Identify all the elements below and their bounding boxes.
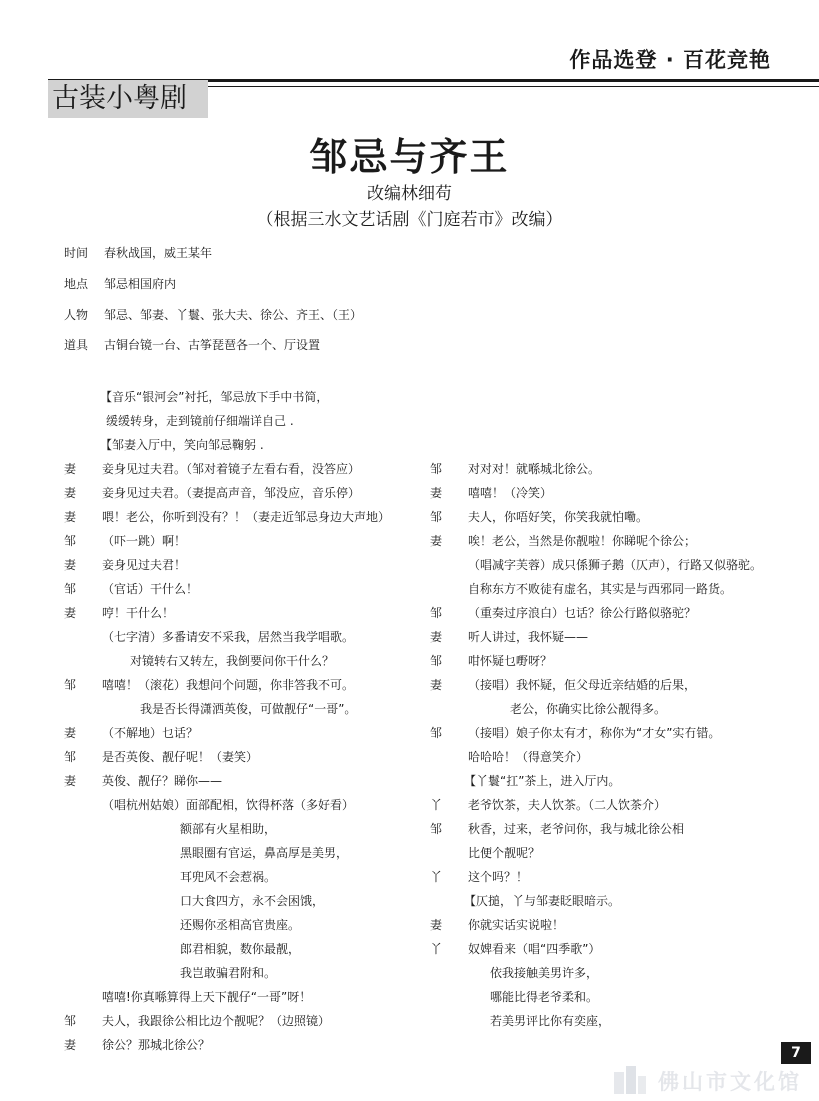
speaker-label: 妻 <box>64 462 77 476</box>
info-row <box>64 336 320 353</box>
info-value: 古铜台镜一台、古筝琵琶各一个、厅设置 <box>104 338 321 352</box>
script-line: 【音乐“银河会”衬托，邹忌放下手中书简， <box>100 390 329 404</box>
script-line: 这个吗？！ <box>468 870 529 884</box>
script-line: 我岂敢骗君附和。 <box>180 966 277 980</box>
author-line: 改编林细苟 <box>367 184 452 204</box>
speaker-label: 丫 <box>430 798 443 812</box>
speaker-label: 丫 <box>430 942 443 956</box>
script-line: 【仄搥，丫与邹妻眨眼暗示。 <box>464 894 621 908</box>
script-line: 夫人，我跟徐公相比边个靓呢？（边照镜） <box>102 1014 331 1028</box>
script-line: （接唱）娘子你太有才，称你为“才女”实冇错。 <box>468 726 721 740</box>
speaker-label: 邹 <box>430 822 443 836</box>
script-line: 英俊、靓仔？睇你—— <box>102 774 223 788</box>
script-line: 哪能比得老爷柔和。 <box>490 990 599 1004</box>
speaker-label: 邹 <box>430 606 443 620</box>
script-line: （唱减字芙蓉）成只係狮子鹅（仄声），行路又似骆驼。 <box>468 558 763 572</box>
building-icon <box>612 1064 648 1094</box>
script-line: 【丫鬟“扛”茶上，进入厅内。 <box>464 774 621 788</box>
script-line: 妾身见过夫君！ <box>102 558 187 572</box>
speaker-label: 妻 <box>64 774 77 788</box>
speaker-label: 妻 <box>430 534 443 548</box>
script-line: 黑眼圈有官运，鼻高厚是美男， <box>180 846 349 860</box>
script-line: 你就实话实说啦！ <box>468 918 565 932</box>
speaker-label: 妻 <box>64 510 77 524</box>
script-line: 妾身见过夫君。（邹对着镜子左看右看，没答应） <box>102 462 361 476</box>
script-line: 咁怀疑乜嘢呀？ <box>468 654 553 668</box>
info-label: 人物 <box>64 308 89 322</box>
script-line: 缓缓转身，走到镜前仔细端详自己 . <box>106 414 294 428</box>
script-line: （不解地）乜话？ <box>102 726 199 740</box>
speaker-label: 邹 <box>64 582 77 596</box>
speaker-label: 妻 <box>64 1038 77 1052</box>
speaker-label: 妻 <box>430 630 443 644</box>
speaker-label: 邹 <box>430 726 443 740</box>
script-line: 唉！老公，当然是你靓啦！你睇呢个徐公； <box>468 534 697 548</box>
genre-tag: 古装小粤剧 <box>48 80 208 118</box>
speaker-label: 妻 <box>64 606 77 620</box>
speaker-label: 邹 <box>430 654 443 668</box>
script-line: （重奏过序浪白）乜话？徐公行路似骆驼？ <box>468 606 697 620</box>
script-line: 喂！老公，你听到没有？！（妻走近邹忌身边大声地） <box>102 510 391 524</box>
info-label: 地点 <box>64 277 89 291</box>
script-line: 嘻嘻！（滚花）我想问个问题，你非答我不可。 <box>102 678 355 692</box>
info-row <box>64 275 176 292</box>
info-value: 春秋战国，威王某年 <box>104 246 213 260</box>
script-line: （接唱）我怀疑，佢父母近亲结婚的后果， <box>468 678 697 692</box>
speaker-label: 妻 <box>64 558 77 572</box>
script-line: 对镜转右又转左，我倒要问你干什么？ <box>130 654 335 668</box>
script-line: 【邹妻入厅中，笑向邹忌鞠躬 . <box>100 438 264 452</box>
info-row <box>64 244 212 261</box>
speaker-label: 邹 <box>64 678 77 692</box>
script-line: （官话）干什么！ <box>102 582 199 596</box>
script-line: 还赐你丞相高官贵座。 <box>180 918 301 932</box>
info-value: 邹忌相国府内 <box>104 277 177 291</box>
script-line: 哈哈哈！（得意笑介） <box>468 750 589 764</box>
script-line: 郎君相貌，数你最靓， <box>180 942 301 956</box>
script-line: （七字清）多番请安不采我，居然当我学唱歌。 <box>102 630 355 644</box>
play-title: 邹忌与齐王 <box>309 135 510 179</box>
speaker-label: 邹 <box>430 510 443 524</box>
script-line: 嘻嘻！（冷笑） <box>468 486 553 500</box>
script-line: 嘻嘻!你真喺算得上天下靓仔“一哥”呀！ <box>102 990 312 1004</box>
script-line: 依我接触美男许多， <box>490 966 599 980</box>
watermark-logo <box>612 1062 812 1096</box>
script-line: 听人讲过，我怀疑—— <box>468 630 589 644</box>
script-line: 口大食四方，永不会困饿， <box>180 894 325 908</box>
script-line: 是否英俊、靓仔呢！（妻笑） <box>102 750 259 764</box>
info-row <box>64 306 362 323</box>
script-line: 徐公？那城北徐公？ <box>102 1038 211 1052</box>
script-line: 秋香，过来，老爷问你，我与城北徐公相 <box>468 822 685 836</box>
speaker-label: 妻 <box>430 678 443 692</box>
speaker-label: 邹 <box>64 534 77 548</box>
speaker-label: 妻 <box>430 486 443 500</box>
speaker-label: 邹 <box>64 1014 77 1028</box>
script-line: 奴婢看来（唱“四季歌”） <box>468 942 601 956</box>
script-line: 自称东方不败徒有虚名，其实是与西邪同一路货。 <box>468 582 733 596</box>
speaker-label: 妻 <box>430 918 443 932</box>
adaptation-note: （根据三水文艺话剧《门庭若市》改编） <box>256 210 563 230</box>
info-label: 道具 <box>64 338 89 352</box>
script-line: （吓一跳）啊！ <box>102 534 187 548</box>
script-line: 妾身见过夫君。（妻提高声音，邹没应，音乐停） <box>102 486 361 500</box>
script-line: 哼！干什么！ <box>102 606 175 620</box>
watermark-text: 佛山市文化馆 <box>658 1069 802 1094</box>
speaker-label: 邹 <box>430 462 443 476</box>
script-line: （唱杭州姑娘）面部配相，饮得杯落（多好看） <box>102 798 355 812</box>
script-line: 我是否长得潇洒英俊，可做靓仔“一哥”。 <box>140 702 357 716</box>
script-line: 夫人，你唔好笑，你笑我就怕嘞。 <box>468 510 649 524</box>
script-line: 若美男评比你有奕座， <box>490 1014 611 1028</box>
speaker-label: 妻 <box>64 726 77 740</box>
speaker-label: 妻 <box>64 486 77 500</box>
script-line: 比便个靓呢？ <box>468 846 541 860</box>
section-title: 作品选登 · 百花竞艳 <box>569 48 771 72</box>
script-line: 额部有火星相助， <box>180 822 277 836</box>
page-number: 7 <box>781 1042 811 1064</box>
script-line: 耳兜风不会惹祸。 <box>180 870 277 884</box>
script-line: 对对对！就喺城北徐公。 <box>468 462 601 476</box>
speaker-label: 邹 <box>64 750 77 764</box>
speaker-label: 丫 <box>430 870 443 884</box>
info-label: 时间 <box>64 246 89 260</box>
script-line: 老爷饮茶，夫人饮茶。（二人饮茶介） <box>468 798 667 812</box>
script-line: 老公，你确实比徐公靓得多。 <box>510 702 667 716</box>
info-value: 邹忌、邹妻、丫鬟、张大夫、徐公、齐王、（王） <box>104 308 363 322</box>
